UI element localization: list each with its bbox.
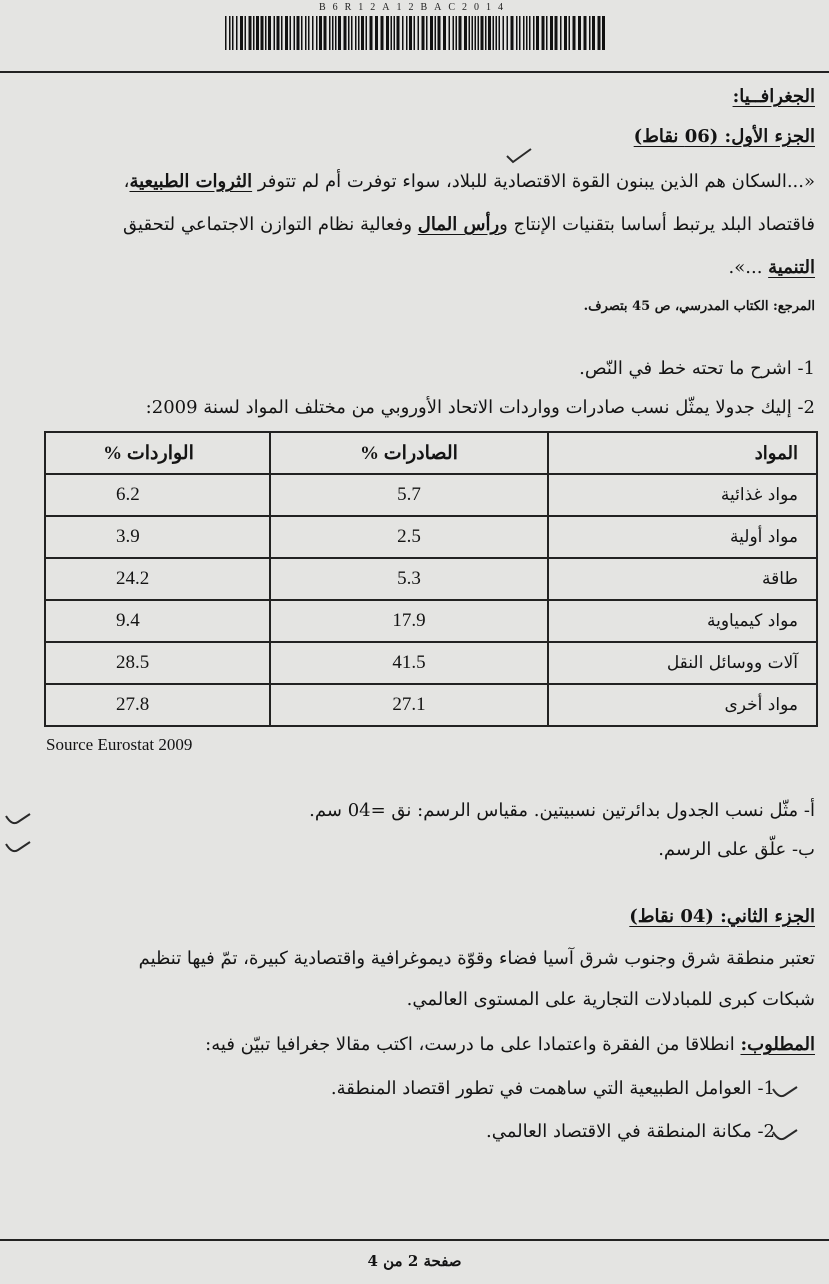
barcode-bar: [397, 16, 400, 50]
footer-rule: [0, 1239, 829, 1241]
barcode-bar: [361, 16, 364, 50]
barcode-bar: [560, 16, 562, 50]
barcode-bar: [456, 16, 458, 50]
question-a: أ- مثّل نسب الجدول بدائرتين نسبيتين. مقياس الرسم: نق =04 سم.: [309, 800, 815, 821]
requirement-text: انطلاقا من الفقرة واعتمادا على ما درست، اكتب مقالا جغرافيا تبيّن فيه:: [205, 1034, 741, 1055]
imports-cell: 6.2: [45, 474, 270, 516]
barcode-bar: [253, 16, 255, 50]
barcode-bar: [499, 16, 501, 50]
exports-cell: 27.1: [270, 684, 548, 726]
barcode-bar: [348, 16, 350, 50]
barcode-bar: [305, 16, 307, 50]
header-rule: [0, 71, 829, 73]
barcode-bar: [229, 16, 231, 50]
question-b: ب- علّق على الرسم.: [658, 839, 815, 860]
barcode-bar: [578, 16, 581, 50]
barcode-bar: [394, 16, 396, 50]
barcode-bar: [232, 16, 234, 50]
barcode-bar: [430, 16, 433, 50]
text-segment: ...».: [728, 257, 769, 278]
barcode-bar: [536, 16, 539, 50]
barcode-bar: [277, 16, 280, 50]
barcode-bar: [391, 16, 393, 50]
material-cell: مواد أولية: [548, 516, 817, 558]
check-mark-icon: [771, 1128, 799, 1144]
barcode-bar: [402, 16, 404, 50]
barcode-bar: [453, 16, 455, 50]
barcode-bar: [488, 16, 491, 50]
barcode-bar: [426, 16, 428, 50]
barcode-bar: [381, 16, 384, 50]
check-mark-icon: [4, 812, 32, 828]
table-row: [45, 600, 817, 642]
barcode-bar: [573, 16, 576, 50]
barcode-bar: [472, 16, 474, 50]
barcode-bar: [316, 16, 318, 50]
barcode-bar: [358, 16, 360, 50]
barcode-bar: [519, 16, 521, 50]
barcode-bar: [386, 16, 389, 50]
barcode-bar: [493, 16, 495, 50]
barcode-bar: [274, 16, 276, 50]
text-segment: «...السكان هم الذين يبنون القوة الاقتصادية للبلاد، سواء توفرت أم لم تتوفر: [252, 171, 815, 192]
barcode-bar: [285, 16, 288, 50]
barcode-bar: [592, 16, 595, 50]
question-1: 1- اشرح ما تحته خط في النّص.: [579, 358, 815, 379]
check-mark-icon: [771, 1085, 799, 1101]
requirement-label: المطلوب:: [740, 1034, 815, 1055]
barcode-bar: [294, 16, 296, 50]
part2-title: الجزء الثاني: (04 نقاط): [629, 906, 815, 927]
check-mark-icon: [4, 840, 32, 856]
barcode-bar: [344, 16, 347, 50]
table-row: [45, 642, 817, 684]
barcode-bar: [301, 16, 303, 50]
barcode-bar: [256, 16, 259, 50]
barcode-bar: [225, 16, 227, 50]
header-exports: الصادرات %: [270, 432, 548, 474]
part1-text-line1: [40, 171, 815, 192]
imports-cell: 27.8: [45, 684, 270, 726]
barcode-bar: [324, 16, 327, 50]
barcode-bar: [319, 16, 322, 50]
underlined-term: التنمية: [768, 257, 815, 278]
barcode-bar: [338, 16, 341, 50]
barcode-bar: [332, 16, 334, 50]
header-imports: الواردات %: [45, 432, 270, 474]
underlined-term: الثروات الطبيعية: [129, 171, 253, 192]
barcode-bar: [370, 16, 373, 50]
material-cell: مواد كيمياوية: [548, 600, 817, 642]
eu-trade-table: [44, 431, 818, 727]
barcode-bar: [281, 16, 283, 50]
barcode-bar: [240, 16, 243, 50]
barcode-bar: [312, 16, 314, 50]
barcode-bar: [555, 16, 558, 50]
barcode-bar: [516, 16, 518, 50]
barcode-bar: [236, 16, 238, 50]
imports-cell: 24.2: [45, 558, 270, 600]
barcode-bar: [449, 16, 451, 50]
barcode-bar: [481, 16, 484, 50]
barcode-bar: [526, 16, 528, 50]
material-cell: مواد أخرى: [548, 684, 817, 726]
reference: المرجع: الكتاب المدرسي، ص 45 بتصرف.: [583, 299, 815, 314]
item-1: 1- العوامل الطبيعية التي ساهمت في تطور اقتصاد المنطقة.: [330, 1078, 775, 1099]
barcode-bar: [422, 16, 425, 50]
part2-text-line1: تعتبر منطقة شرق وجنوب شرق آسيا فضاء وقوّة ديموغرافية واقتصادية كبيرة، تمّ فيها تنظيم: [138, 948, 815, 969]
barcode-bar: [414, 16, 416, 50]
material-cell: آلات ووسائل النقل: [548, 642, 817, 684]
barcode-bar: [265, 16, 267, 50]
barcode-bar: [261, 16, 264, 50]
table-row: [45, 516, 817, 558]
barcode-bar: [569, 16, 571, 50]
barcode-bar: [589, 16, 591, 50]
barcode: [225, 16, 608, 50]
barcode-bar: [245, 16, 247, 50]
barcode-bar: [335, 16, 337, 50]
table-row: [45, 558, 817, 600]
exports-cell: 41.5: [270, 642, 548, 684]
barcode-bar: [478, 16, 480, 50]
barcode-bar: [375, 16, 378, 50]
barcode-bar: [409, 16, 412, 50]
table-source: Source Eurostat 2009: [46, 735, 193, 754]
barcode-bar: [598, 16, 601, 50]
barcode-bar: [564, 16, 567, 50]
underlined-term: رأس المال: [417, 214, 500, 235]
barcode-bar: [443, 16, 446, 50]
barcode-bar: [507, 16, 509, 50]
barcode-bar: [550, 16, 553, 50]
barcode-bar: [308, 16, 310, 50]
barcode-bar: [366, 16, 368, 50]
barcode-bar: [529, 16, 531, 50]
material-cell: مواد غذائية: [548, 474, 817, 516]
page-number: صفحة 2 من 4: [367, 1252, 462, 1270]
item-2: 2- مكانة المنطقة في الاقتصاد العالمي.: [485, 1121, 775, 1142]
barcode-bar: [542, 16, 545, 50]
barcode-bar: [584, 16, 587, 50]
part1-text-line3: [40, 257, 815, 278]
imports-cell: 28.5: [45, 642, 270, 684]
barcode-bar: [511, 16, 514, 50]
barcode-bar: [503, 16, 505, 50]
exports-cell: 5.7: [270, 474, 548, 516]
material-cell: طاقة: [548, 558, 817, 600]
table-row: [45, 684, 817, 726]
check-mark-icon: [505, 148, 533, 164]
barcode-bar: [268, 16, 271, 50]
requirement: [40, 1034, 815, 1055]
barcode-bar: [485, 16, 487, 50]
question-2: 2- إليك جدولا يمثّل نسب صادرات وواردات الاتحاد الأوروبي من مختلف المواد لسنة 2009:: [145, 397, 815, 418]
subject-title: الجغرافــيا:: [732, 86, 815, 107]
barcode-bar: [355, 16, 357, 50]
barcode-bar: [546, 16, 548, 50]
table-header-row: [45, 432, 817, 474]
barcode-bar: [297, 16, 300, 50]
barcode-bar: [475, 16, 477, 50]
barcode-bar: [406, 16, 408, 50]
barcode-bar: [438, 16, 441, 50]
part1-title: الجزء الأول: (06 نقاط): [633, 126, 815, 147]
text-segment: وفعالية نظام التوازن الاجتماعي لتحقيق: [123, 214, 418, 235]
barcode-bar: [602, 16, 605, 50]
barcode-bar: [329, 16, 331, 50]
text-segment: فاقتصاد البلد يرتبط أساسا بتقنيات الإنتاج و: [499, 214, 815, 235]
exports-cell: 5.3: [270, 558, 548, 600]
barcode-bar: [418, 16, 420, 50]
exam-code: B6R12A12BAC2014: [318, 2, 511, 13]
exports-cell: 2.5: [270, 516, 548, 558]
barcode-bar: [533, 16, 535, 50]
imports-cell: 9.4: [45, 600, 270, 642]
exports-cell: 17.9: [270, 600, 548, 642]
barcode-bar: [249, 16, 252, 50]
part1-text-line2: [40, 214, 815, 235]
barcode-bar: [469, 16, 471, 50]
barcode-bar: [459, 16, 462, 50]
header-materials: المواد: [548, 432, 817, 474]
table-row: [45, 474, 817, 516]
barcode-bar: [523, 16, 525, 50]
barcode-bar: [290, 16, 292, 50]
barcode-bar: [351, 16, 353, 50]
barcode-bar: [464, 16, 467, 50]
barcode-bar: [496, 16, 498, 50]
text-segment: ،: [123, 171, 130, 192]
barcode-bar: [435, 16, 437, 50]
part2-text-line2: شبكات كبرى للمبادلات التجارية على المستوى العالمي.: [406, 989, 815, 1010]
imports-cell: 3.9: [45, 516, 270, 558]
